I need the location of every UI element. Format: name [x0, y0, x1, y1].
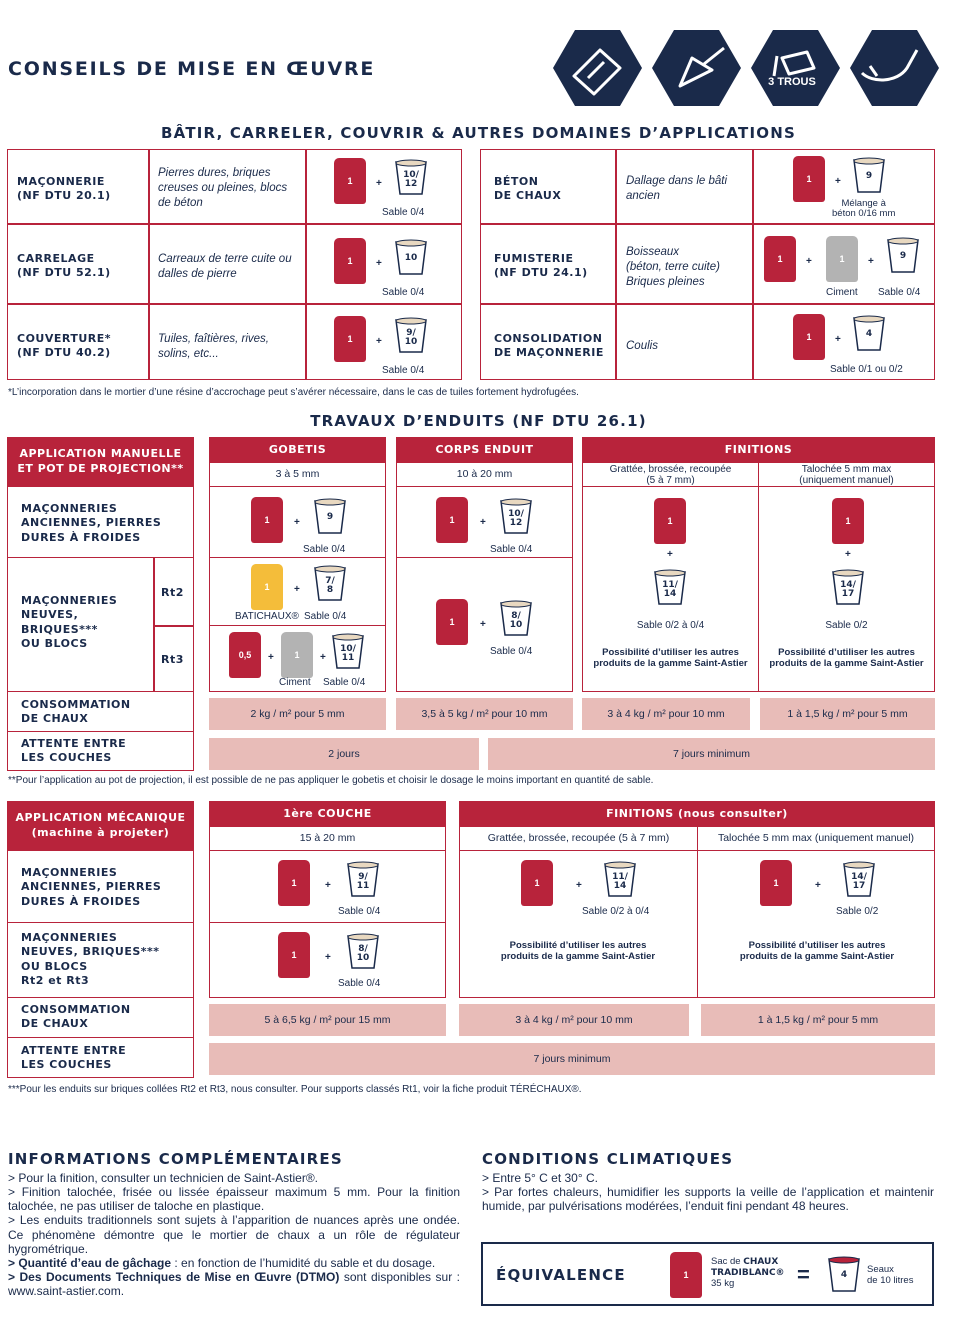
- s3-fin2-sub: Talochée 5 mm max (uniquement manuel): [717, 832, 915, 844]
- possibility-note: Possibilité d’utiliser les autres produits de la gamme Saint-Astier: [593, 647, 748, 670]
- ciment-caption: Ciment: [826, 287, 858, 298]
- label-couverture: COUVERTURE* (NF DTU 40.2): [17, 332, 112, 360]
- footnote-3: ***Pour les enduits sur briques collées Rt2 et Rt3, nous consulter. Pour supports classés Rt1, voir la fiche produit TÉRÉCHAUX®.: [8, 1084, 582, 1095]
- bucket-icon: 9: [313, 497, 347, 535]
- bag-icon: 1: [334, 158, 366, 204]
- s3-fin2-body: [697, 850, 935, 998]
- app-manuelle-header: APPLICATION MANUELLE ET POT DE PROJECTION**: [7, 437, 194, 487]
- bucket-icon: 10/ 12: [499, 497, 533, 535]
- rt2-label: Rt2: [161, 586, 184, 599]
- 3-trous-label: 3 TROUS: [768, 76, 816, 88]
- fin2-sub: Talochée 5 mm max (uniquement manuel): [799, 464, 894, 486]
- bucket-icon: 4: [827, 1255, 861, 1293]
- bucket-icon: 9/ 10: [394, 316, 428, 354]
- row1-label: MAÇONNERIES ANCIENNES, PIERRES DURES À FROIDES: [21, 502, 162, 544]
- sac-label: Sac de CHAUX TRADIBLANC® 35 kg: [711, 1256, 785, 1289]
- sable-caption: Sable 0/2: [836, 906, 879, 917]
- sable-caption: Sable 0/4: [304, 611, 347, 622]
- conso-label: CONSOMMATION DE CHAUX: [21, 698, 131, 726]
- gobetis-header: GOBETIS: [209, 437, 386, 463]
- seaux-label: Seaux de 10 litres: [867, 1264, 914, 1287]
- bag-icon: 1: [764, 236, 796, 282]
- attente-1: 2 jours: [209, 738, 479, 770]
- bag-icon: 1: [793, 156, 825, 202]
- conso-gobetis: 2 kg / m² pour 5 mm: [209, 698, 386, 730]
- app-mecanique-header: APPLICATION MÉCANIQUE (machine à projeter): [7, 801, 194, 851]
- bag-icon: 1: [334, 238, 366, 284]
- bag-icon: 1: [278, 860, 310, 906]
- bucket-icon: 9: [852, 156, 886, 194]
- s3-conso-label: CONSOMMATION DE CHAUX: [21, 1003, 131, 1031]
- bag-icon: 1: [436, 497, 468, 543]
- conso-corps: 3,5 à 5 kg / m² pour 10 mm: [396, 698, 573, 730]
- gobetis-sub: 3 à 5 mm: [275, 468, 320, 480]
- desc-beton: Dallage dans le bâti ancien: [626, 175, 728, 202]
- conso-fin1: 3 à 4 kg / m² pour 10 mm: [582, 698, 750, 730]
- s3-attente-label: ATTENTE ENTRE LES COUCHES: [21, 1044, 127, 1072]
- bag-icon: 1: [654, 498, 686, 544]
- footnote-2: **Pour l’application au pot de projection, il est possible de ne pas appliquer le gobetis et choisir le dosage le moins important en quantité de sable.: [8, 775, 654, 786]
- attente-label: ATTENTE ENTRE LES COUCHES: [21, 737, 127, 765]
- sable-caption: Sable 0/4: [338, 906, 381, 917]
- sable-caption: Sable 0/1 ou 0/2: [830, 364, 903, 375]
- desc-maconnerie: Pierres dures, briques creuses ou pleines, blocs de béton: [158, 167, 288, 209]
- sable-caption: Sable 0/4: [382, 207, 425, 218]
- possibility-note: Possibilité d’utiliser les autres produits de la gamme Saint-Astier: [500, 940, 656, 963]
- s3-fin1-sub: Grattée, brossée, recoupée (5 à 7 mm): [487, 832, 670, 844]
- bucket-icon: 10/ 12: [394, 158, 428, 196]
- cement-bag-icon: 1: [826, 236, 858, 282]
- s3-row1-label: MAÇONNERIES ANCIENNES, PIERRES DURES À FROIDES: [21, 866, 162, 908]
- clim-text: > Entre 5° C et 30° C. > Par fortes chaleurs, humidifier les supports la veille de l’application et maintenir humide, par pulvérisations modérées, l’enduit fini pendant 48 heures.: [482, 1171, 934, 1214]
- equivalence-title: ÉQUIVALENCE: [496, 1266, 626, 1284]
- s3-conso-3: 1 à 1,5 kg / m² pour 5 mm: [701, 1004, 935, 1036]
- sable-caption: Sable 0/4: [382, 287, 425, 298]
- s3-fin1-body: [459, 850, 698, 998]
- s3-col1-sub: 15 à 20 mm: [299, 832, 356, 844]
- sable-caption: Sable 0/4: [382, 365, 425, 376]
- bucket-icon: 9: [886, 236, 920, 274]
- bucket-icon: 11/ 14: [653, 568, 687, 606]
- fin1-sub: Grattée, brossée, recoupée (5 à 7 mm): [609, 464, 732, 486]
- s3-finitions-header: FINITIONS (nous consulter): [459, 801, 935, 827]
- bag-icon: 1: [793, 314, 825, 360]
- sable-caption: Sable 0/4: [338, 978, 381, 989]
- sable-caption: Sable 0/4: [490, 646, 533, 657]
- bucket-icon: 10: [394, 238, 428, 276]
- bucket-icon: 14/ 17: [831, 568, 865, 606]
- bag-icon: 1: [760, 860, 792, 906]
- desc-fumisterie: Boisseaux (béton, terre cuite) Briques pleines: [626, 246, 720, 288]
- possibility-note: Possibilité d’utiliser les autres produits de la gamme Saint-Astier: [739, 940, 895, 963]
- finitions-header: FINITIONS: [582, 437, 935, 463]
- info-text: > Pour la finition, consulter un technicien de Saint-Astier®. > Finition talochée, frisée ou lissée épaisseur maximum 5 mm. Pour la finition talochée, ne pas utiliser de taloche en plastique. > Les enduits traditionnels sont sujets à l’apparition de nuances après une ondée. Ce phénomène démontre que le mortier de chaux a un rôle de régulateur hygrométrique. > Quantité d’eau de gâchage : en fonction de l’humidité du sable et du dosage. > Des Documents Techniques de Mise en Œuvre (DTMO) sont disponibles sur : www.saint-astier.com.: [8, 1171, 461, 1299]
- tool-icons: [552, 28, 942, 108]
- rt3-label: Rt3: [161, 653, 184, 666]
- s3-row2-label: MAÇONNERIES NEUVES, BRIQUES*** OU BLOCS Rt2 et Rt3: [21, 931, 160, 987]
- bucket-icon: 14/ 17: [842, 860, 876, 898]
- desc-couverture: Tuiles, faîtières, rives, solins, etc...: [158, 333, 269, 360]
- sable-caption: Sable 0/4: [490, 544, 533, 555]
- attente-2: 7 jours minimum: [488, 738, 935, 770]
- bag-icon: 1: [832, 498, 864, 544]
- bag-icon: 1: [334, 316, 366, 362]
- page-title: CONSEILS DE MISE EN ŒUVRE: [8, 58, 376, 80]
- clim-title: CONDITIONS CLIMATIQUES: [482, 1150, 734, 1168]
- premiere-couche-header: 1ère COUCHE: [209, 801, 446, 827]
- bag-icon: 1: [251, 497, 283, 543]
- bag-icon: 1: [670, 1252, 702, 1298]
- cement-bag-icon: 1: [281, 632, 313, 678]
- bucket-icon: 11/ 14: [603, 860, 637, 898]
- label-fumisterie: FUMISTERIE (NF DTU 24.1): [494, 252, 588, 280]
- sable-caption: Sable 0/4: [323, 677, 366, 688]
- s3-conso-1: 5 à 6,5 kg / m² pour 15 mm: [209, 1004, 446, 1036]
- sable-caption: Sable 0/2 à 0/4: [636, 620, 705, 631]
- bucket-icon: 9/ 11: [346, 860, 380, 898]
- bag-icon: 1: [278, 932, 310, 978]
- bucket-icon: 8/ 10: [346, 932, 380, 970]
- sable-caption: Sable 0/4: [878, 287, 921, 298]
- bucket-icon: 10/ 11: [331, 632, 365, 670]
- possibility-note: Possibilité d’utiliser les autres produits de la gamme Saint-Astier: [769, 647, 924, 670]
- label-consolidation: CONSOLIDATION DE MAÇONNERIE: [494, 332, 604, 360]
- bucket-icon: 7/ 8: [313, 564, 347, 602]
- desc-carrelage: Carreaux de terre cuite ou dalles de pierre: [158, 253, 292, 280]
- section2-title: TRAVAUX D’ENDUITS (NF DTU 26.1): [310, 412, 647, 430]
- equals-sign: =: [797, 1262, 810, 1287]
- section1-title: BÂTIR, CARRELER, COUVRIR & AUTRES DOMAINES D’APPLICATIONS: [161, 124, 796, 142]
- footnote-1: *L’incorporation dans le mortier d’une résine d’accrochage peut s’avérer nécessaire, dans le cas de tuiles fortement hydrofugées.: [8, 387, 579, 398]
- batichaux-caption: BATICHAUX®: [235, 611, 299, 622]
- label-maconnerie: MAÇONNERIE (NF DTU 20.1): [17, 175, 111, 203]
- sable-caption: Sable 0/2 à 0/4: [582, 906, 650, 917]
- corps-enduit-header: CORPS ENDUIT: [396, 437, 573, 463]
- corps-sub: 10 à 20 mm: [456, 468, 513, 480]
- bag-icon: 1: [521, 860, 553, 906]
- label-beton: BÉTON DE CHAUX: [494, 175, 562, 203]
- bucket-icon: 4: [852, 314, 886, 352]
- s3-conso-2: 3 à 4 kg / m² pour 10 mm: [459, 1004, 689, 1036]
- info-title: INFORMATIONS COMPLÉMENTAIRES: [8, 1150, 343, 1168]
- s3-attente: 7 jours minimum: [209, 1043, 935, 1075]
- bucket-icon: 8/ 10: [499, 599, 533, 637]
- label-carrelage: CARRELAGE (NF DTU 52.1): [17, 252, 111, 280]
- row2-label: MAÇONNERIES NEUVES, BRIQUES*** OU BLOCS: [21, 594, 118, 650]
- melange-caption: Mélange à béton 0/16 mm: [832, 198, 896, 219]
- ciment-caption: Ciment: [279, 677, 311, 688]
- bag-icon: 0,5: [229, 632, 261, 678]
- batichaux-bag-icon: 1: [251, 564, 283, 610]
- bag-icon: 1: [436, 599, 468, 645]
- conso-fin2: 1 à 1,5 kg / m² pour 5 mm: [760, 698, 935, 730]
- sable-caption: Sable 0/4: [303, 544, 346, 555]
- desc-consolidation: Coulis: [626, 340, 658, 352]
- sable-caption: Sable 0/2: [825, 620, 868, 631]
